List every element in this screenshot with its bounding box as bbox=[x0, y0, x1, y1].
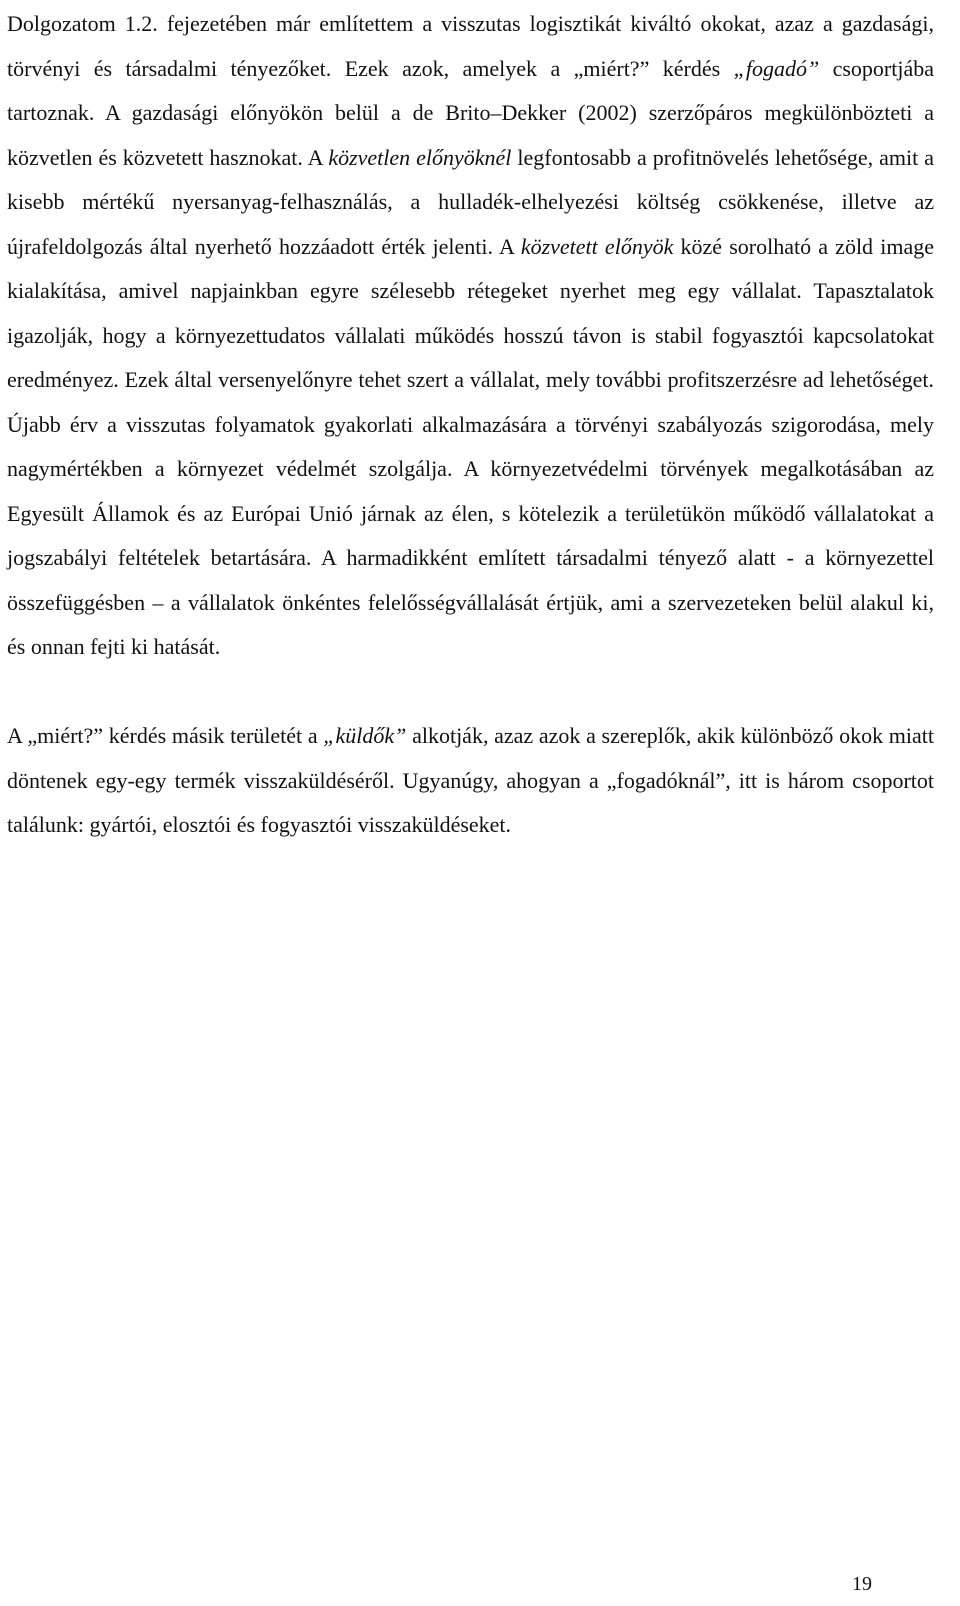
page-number: 19 bbox=[852, 1573, 872, 1595]
italic-term-direct-benefits: közvetlen előnyöknél bbox=[328, 144, 512, 170]
italic-term-indirect-benefits: közvetett előnyök bbox=[520, 233, 674, 259]
text-segment: legfontosabb a profitnövelés lehetősége, amit a kisebb mértékű nyersanyag-felhasználás, a hulladék-elhelyezési költség csökkenése, illetve az újrafeldolgozás által nyerhető hozzáadott érték jelenti. A bbox=[7, 144, 934, 259]
text-segment: alkotják, azaz azok a szereplők, akik különböző okok miatt döntenek egy-egy termék visszaküldéséről. Ugyanúgy, ahogyan a „fogadóknál”, itt is három csoportot találunk: gyártói, elosztói és fogyasztói visszaküldéseket. bbox=[7, 723, 934, 837]
italic-term-fogado: „fogadó” bbox=[733, 55, 820, 81]
text-segment: Dolgozatom 1.2. fejezetében már említettem a visszutas logisztikát kiváltó okokat, azaz a gazdasági, törvényi és társadalmi tényezőket. Ezek azok, amelyek a „miért?” kérdés bbox=[7, 11, 934, 81]
paragraph-reasons-overview bbox=[7, 2, 934, 670]
text-segment: A „miért?” kérdés másik területét a bbox=[7, 723, 324, 748]
text-segment: közé sorolható a zöld image kialakítása, amivel napjainkban egyre szélesebb rétegeket nyerhet meg egy vállalat. Tapasztalatok igazolják, hogy a környezettudatos vállalati működés hosszú távon is stabil fogyasztói kapcsolatokat eredményez. Ezek által versenyelőnyre tehet szert a vállalat, mely további profitszerzésre ad lehetőséget. Újabb érv a visszutas folyamatok gyakorlati alkalmazására a törvényi szabályozás szigorodása, mely nagymértékben a környezet védelmét szolgálja. A környezetvédelmi törvények megalkotásában az Egyesült Államok és az Európai Unió járnak az élen, s kötelezik a területükön működő vállalatokat a jogszabályi feltételek betartására. A harmadikként említett társadalmi tényező alatt - a környezettel összefüggésben – a vállalatok önkéntes felelősségvállalását értjük, ami a szervezeteken belül alakul ki, és onnan fejti ki hatását. bbox=[7, 233, 934, 659]
paragraph-senders bbox=[7, 714, 934, 848]
document-body bbox=[7, 2, 934, 848]
text-segment: csoportjába tartoznak. A gazdasági előnyökön belül a de Brito–Dekker (2002) szerzőpáros megkülönbözteti a közvetlen és közvetett hasznokat. A bbox=[7, 55, 935, 170]
italic-term-kuldok: „küldők” bbox=[323, 723, 407, 748]
